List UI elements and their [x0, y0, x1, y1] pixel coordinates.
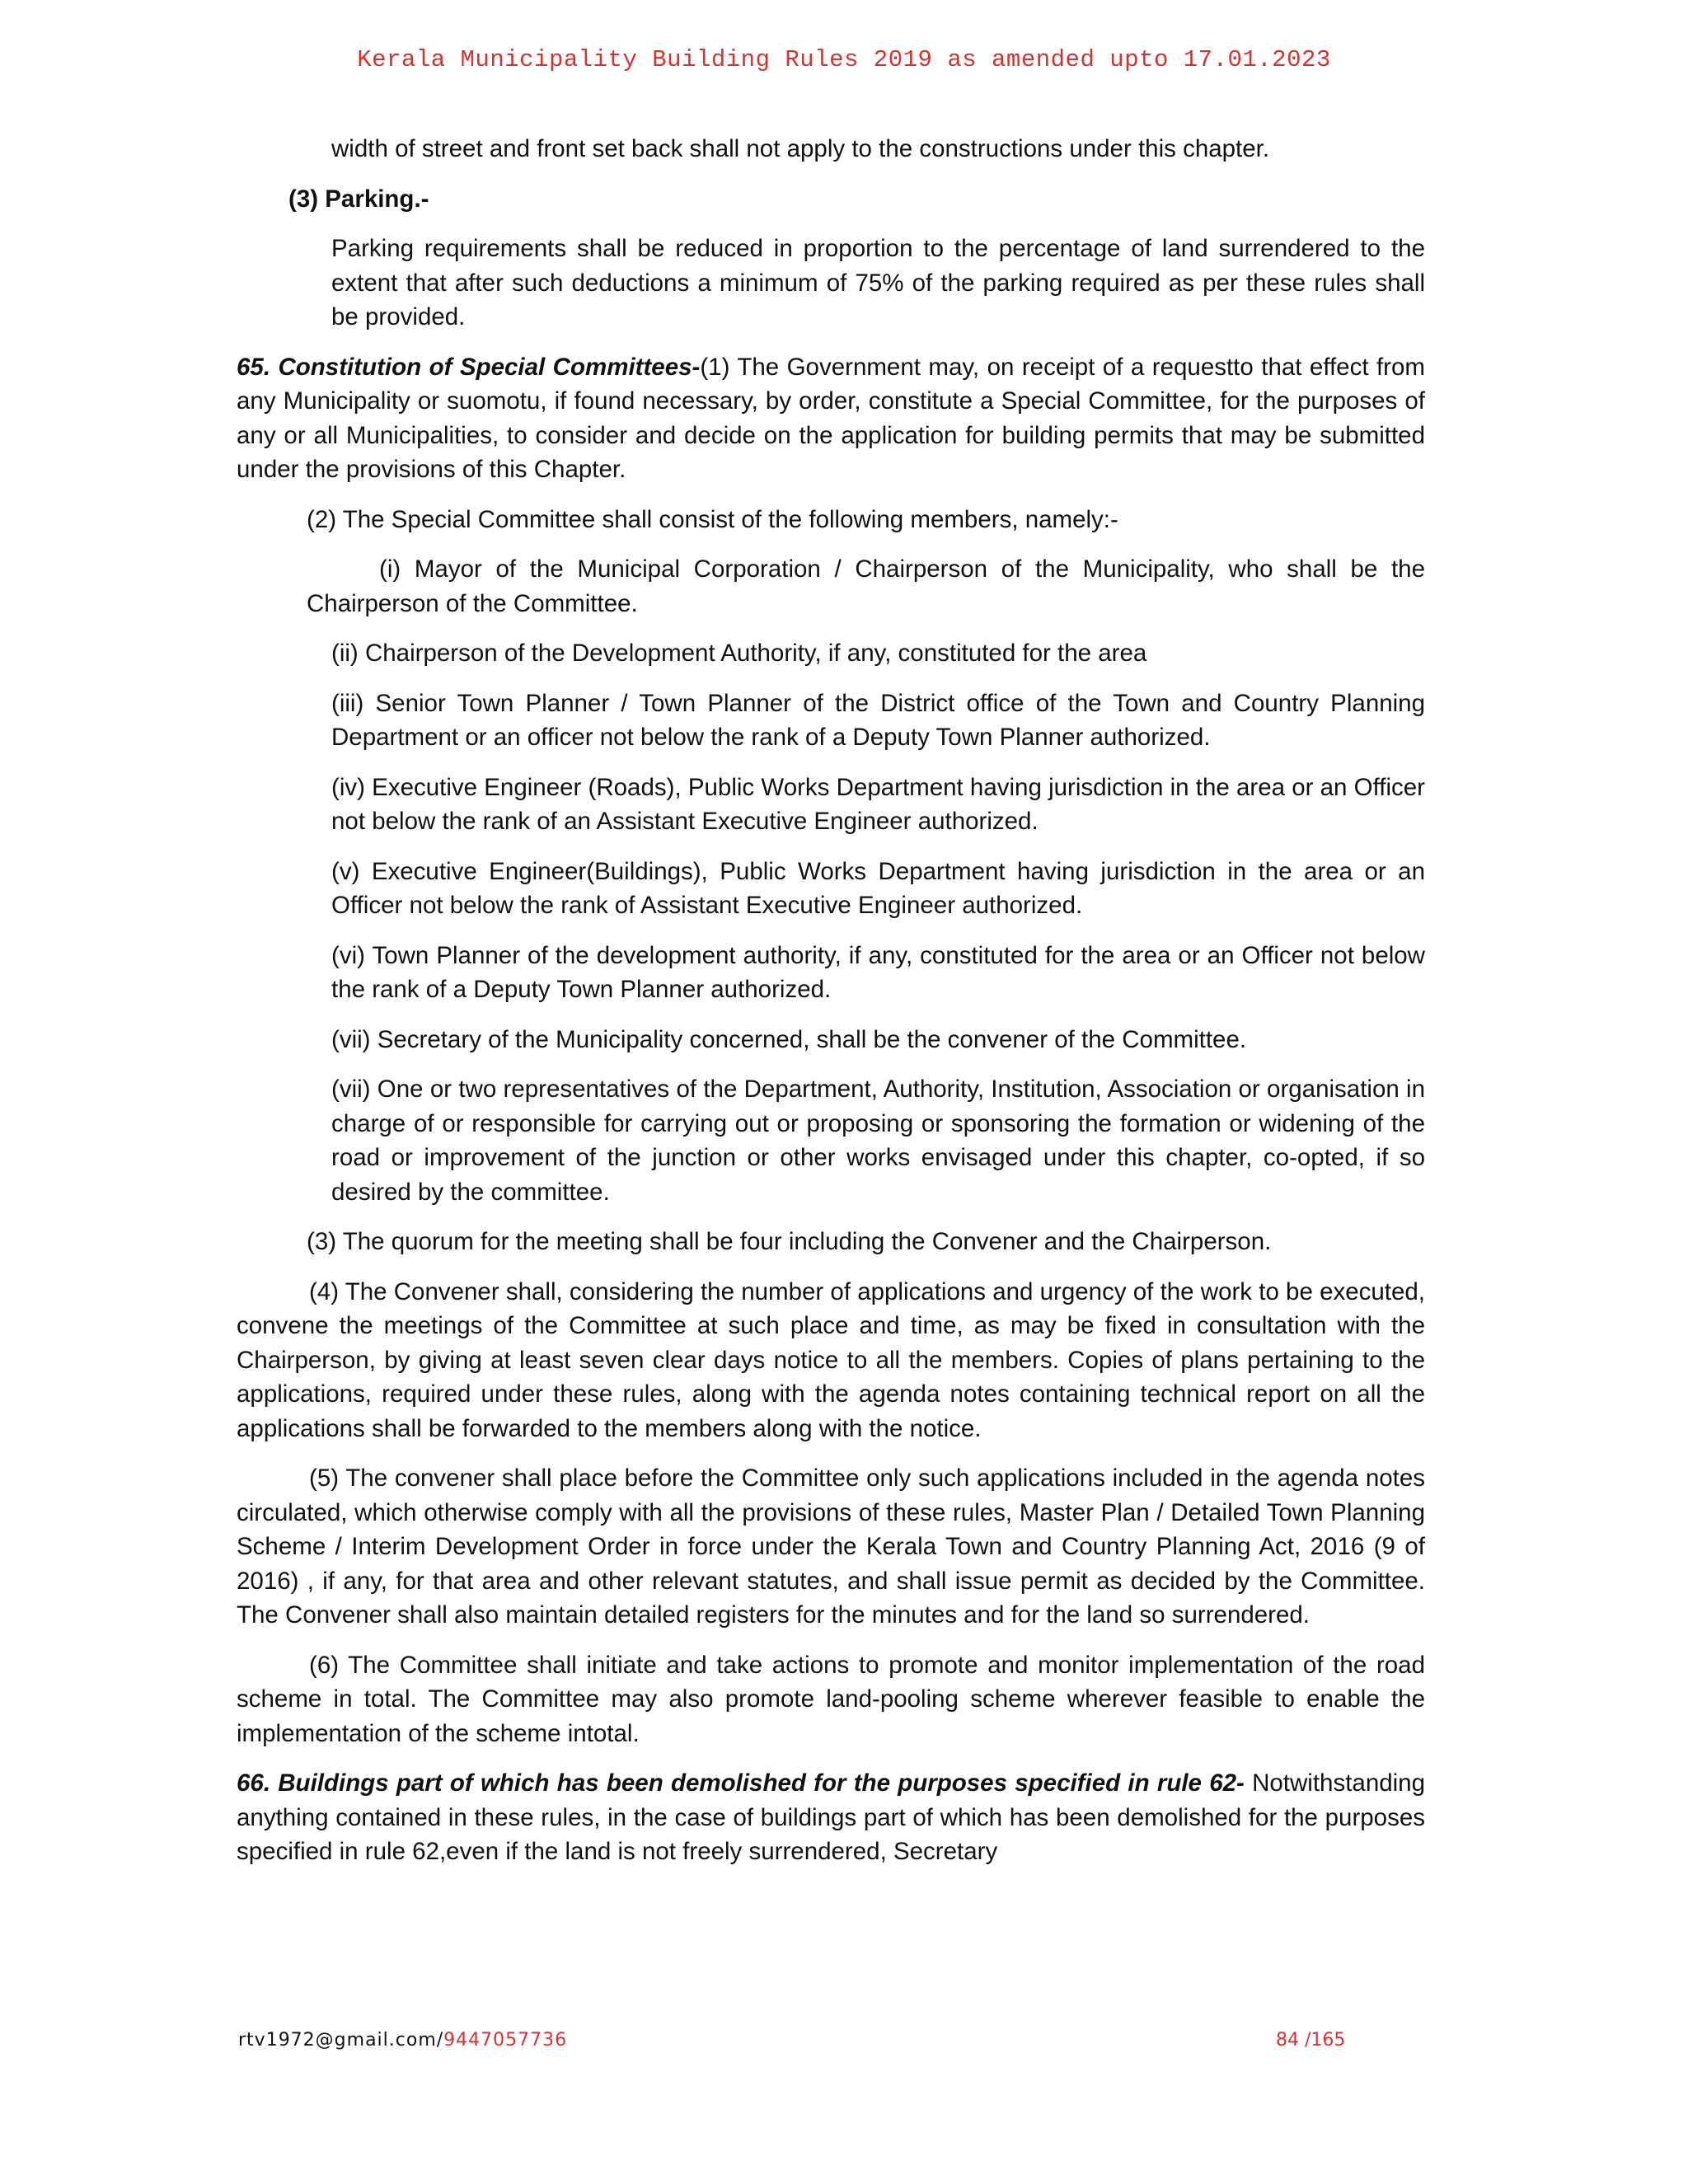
parking-paragraph: Parking requirements shall be reduced in proportion to the percentage of land surrendered to the extent that after such deductions a minimum of 75% of the parking required as per these rules shall be provided.: [331, 235, 1425, 330]
rule-66-text: Notwithstanding anything contained in these rules, in the case of buildings part of which has been demolished for the purposes specified in rule 62,even if the land is not freely surrendered, Secretary: [237, 1769, 1425, 1865]
member-vii: (vii) Secretary of the Municipality concerned, shall be the convener of the Committee.: [331, 1025, 1247, 1053]
subrule-6: (6) The Committee shall initiate and take actions to promote and monitor implementation of the road scheme in total. The Committee may also promote land-pooling scheme wherever feasible to enable the implementation of the scheme intotal.: [237, 1651, 1425, 1747]
footer-contact: [238, 2030, 567, 2050]
member-v: (v) Executive Engineer(Buildings), Public Works Department having jurisdiction in the area or an Officer not below the rank of Assistant Executive Engineer authorized.: [331, 857, 1425, 919]
member-iii: (iii) Senior Town Planner / Town Planner of the District office of the Town and Country Planning Department or an officer not below the rank of a Deputy Town Planner authorized.: [331, 689, 1425, 751]
member-i: (i) Mayor of the Municipal Corporation / Chairperson of the Municipality, who shall be the Chairperson of the Committee.: [307, 555, 1425, 617]
page-body: [237, 132, 1425, 1885]
footer-email: rtv1972@gmail.com/: [238, 2030, 444, 2050]
rule-65-paragraph: [237, 350, 1425, 487]
member-iv: (iv) Executive Engineer (Roads), Public Works Department having jurisdiction in the area or an Officer not below the rank of an Assistant Executive Engineer authorized.: [331, 773, 1425, 835]
rule-66-paragraph: [237, 1766, 1425, 1869]
running-header: Kerala Municipality Building Rules 2019 as amended upto 17.01.2023: [357, 46, 1331, 73]
member-viii: (vii) One or two representatives of the Department, Authority, Institution, Association or organisation in charge of or responsible for carrying out or proposing or sponsoring the formation or widening of the road or improvement of the junction or other works envisaged under this chapter, co-opted, if so desired by the committee.: [331, 1076, 1425, 1206]
subrule-2: (2) The Special Committee shall consist of the following members, namely:-: [307, 505, 1118, 533]
footer-phone: 9447057736: [443, 2030, 568, 2050]
parking-heading: (3) Parking.-: [288, 185, 429, 213]
subrule-4: (4) The Convener shall, considering the number of applications and urgency of the work to be executed, convene the meetings of the Committee at such place and time, as may be fixed in consultation with the Chairperson, by giving at least seven clear days notice to all the members. Copies of plans pertaining to the applications, required under these rules, along with the agenda notes containing technical report on all the applications shall be forwarded to the members along with the notice.: [237, 1277, 1425, 1442]
member-vi: (vi) Town Planner of the development authority, if any, constituted for the area or an Officer not below the rank of a Deputy Town Planner authorized.: [331, 941, 1425, 1003]
member-ii: (ii) Chairperson of the Development Authority, if any, constituted for the area: [331, 640, 1147, 667]
rule-65-text: (1) The Government may, on receipt of a requestto that effect from any Municipality or suomotu, if found necessary, by order, constitute a Special Committee, for the purposes of any or all Municipalities, to consider and decide on the application for building permits that may be submitted under the provisions of this Chapter.: [237, 353, 1425, 483]
subrule-5: (5) The convener shall place before the Committee only such applications included in the agenda notes circulated, which otherwise comply with all the provisions of these rules, Master Plan / Detailed Town Planning Scheme / Interim Development Order in force under the Kerala Town and Country Planning Act, 2016 (9 of 2016) , if any, for that area and other relevant statutes, and shall issue permit as decided by the Committee. The Convener shall also maintain detailed registers for the minutes and for the land so surrendered.: [237, 1465, 1425, 1629]
subrule-3: (3) The quorum for the meeting shall be four including the Convener and the Chairperson.: [307, 1228, 1272, 1255]
continued-paragraph: width of street and front set back shall not apply to the constructions under this chapter.: [331, 135, 1270, 162]
rule-66-heading: 66. Buildings part of which has been demolished for the purposes specified in rule 62-: [237, 1769, 1245, 1797]
rule-65-heading: 65. Constitution of Special Committees-: [237, 353, 701, 381]
page-number: 84 /165: [1276, 2030, 1346, 2050]
